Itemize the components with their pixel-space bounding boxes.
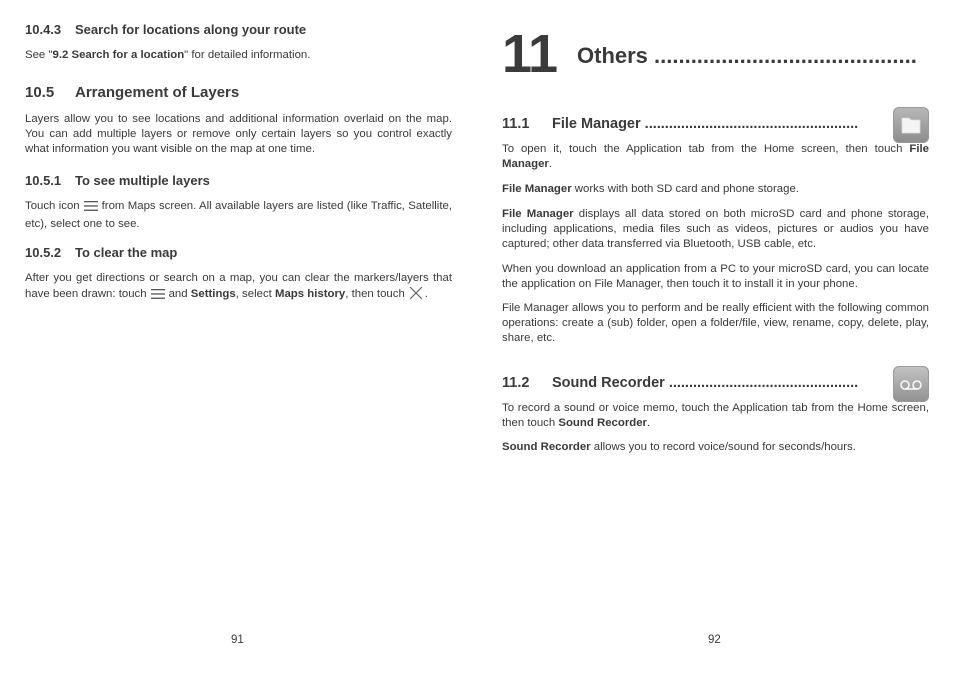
paragraph-11-1-b: File Manager works with both SD card and phone storage.	[502, 183, 799, 195]
menu-icon	[84, 200, 98, 217]
paragraph-10-5-1: Touch icon from Maps screen. All available layers are listed (like Traffic, Satellite, etc), select one to see.	[25, 200, 452, 230]
section-title: Search for locations along your route	[75, 22, 307, 37]
paragraph-11-1-a: To open it, touch the Application tab from the Home screen, then touch File Manager.	[502, 143, 929, 170]
page-number: 91	[231, 634, 244, 646]
section-title: File Manager .....................................................	[552, 116, 859, 132]
section-title: Sound Recorder ...............................................	[552, 375, 859, 391]
section-heading-10-4-3	[25, 22, 306, 37]
paragraph-11-2-b: Sound Recorder allows you to record voice/sound for seconds/hours.	[502, 441, 856, 453]
section-title: To see multiple layers	[75, 173, 210, 188]
section-number: 10.4.3	[25, 22, 62, 37]
voicemail-icon	[893, 366, 929, 402]
section-number: 11.1	[502, 116, 530, 132]
section-title: To clear the map	[75, 245, 178, 260]
paragraph-11-1-c: File Manager displays all data stored on both microSD card and phone storage, including applications, media files such as videos, pictures or audios you have captured; other data transferred via Bluetooth, USB cable, etc.	[502, 208, 929, 250]
left-page	[25, 0, 452, 678]
paragraph-11-1-d: When you download an application from a PC to your microSD card, you can locate the application on File Manager, then touch it to install it in your phone.	[502, 263, 929, 290]
paragraph-10-4-3: See "9.2 Search for a location" for detailed information.	[25, 49, 311, 61]
right-page	[502, 0, 929, 678]
close-icon	[409, 286, 423, 305]
paragraph-11-2-a: To record a sound or voice memo, touch the Application tab from the Home screen, then touch Sound Recorder.	[502, 402, 929, 429]
section-title: Arrangement of Layers	[75, 84, 240, 101]
paragraph-10-5: Layers allow you to see locations and additional information overlaid on the map. You can add multiple layers or remove only certain layers so you control exactly what information you want visible on the map at one time.	[25, 113, 452, 155]
section-number: 10.5	[25, 84, 55, 101]
section-heading-11-2	[502, 373, 892, 393]
paragraph-11-1-e: File Manager allows you to perform and be really efficient with the following common operations: create a (sub) folder, open a folder/file, view, rename, copy, delete, play, share, etc.	[502, 302, 929, 344]
section-number: 10.5.1	[25, 173, 62, 188]
chapter-number: 11	[502, 24, 558, 84]
section-number: 10.5.2	[25, 245, 62, 260]
page-number: 92	[708, 634, 721, 646]
link-reference: 9.2 Search for a location	[52, 49, 185, 61]
section-heading-10-5-2	[25, 245, 177, 260]
menu-icon	[151, 288, 165, 305]
folder-icon	[893, 107, 929, 143]
section-heading-10-5-1	[25, 173, 210, 188]
paragraph-10-5-2: After you get directions or search on a map, you can clear the markers/layers that have been drawn: touch and Settings, select Maps history, then touch .	[25, 271, 452, 305]
chapter-title: Others ...........................................	[577, 43, 917, 68]
section-heading-10-5	[25, 84, 239, 101]
section-number: 11.2	[502, 375, 530, 391]
section-heading-11-1	[502, 114, 892, 134]
